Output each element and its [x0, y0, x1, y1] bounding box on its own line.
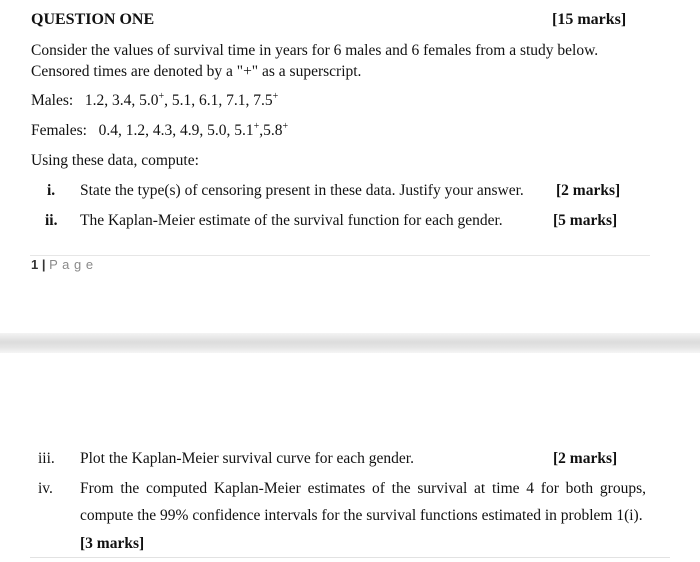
value: 6.1, — [198, 92, 223, 109]
item-number: iii. — [38, 450, 55, 467]
footer-divider — [30, 255, 650, 256]
item-text: State the type(s) of censoring present in these data. Justify your answer. — [80, 182, 524, 199]
page-word: P a g e — [49, 257, 94, 272]
intro-line-2: Censored times are denoted by a "+" as a superscript. — [31, 63, 362, 80]
value: 3.4, — [111, 92, 136, 109]
females-label: Females: — [31, 122, 87, 139]
item-number: ii. — [45, 212, 58, 229]
page-separator: | — [41, 257, 46, 272]
item-number: i. — [47, 182, 56, 199]
question-marks: [15 marks] — [552, 11, 627, 28]
censor-mark: + — [253, 121, 260, 132]
item-number: iv. — [38, 480, 53, 497]
value: 5.0, — [207, 122, 231, 139]
value: 5.1, — [171, 92, 196, 109]
value: 5.1 — [234, 122, 254, 139]
item-text-line-1: From the computed Kaplan-Meier estimates of the survival at time 4 for both groups, — [80, 480, 646, 497]
value: 1.2, — [84, 92, 109, 109]
item-marks: [3 marks] — [80, 535, 145, 552]
item-text: The Kaplan-Meier estimate of the survival function for each gender. — [80, 212, 503, 229]
value: 5.8 — [263, 122, 283, 139]
censor-mark: + — [158, 91, 165, 102]
bottom-divider — [30, 557, 670, 558]
value: 7.5 — [253, 92, 273, 109]
censor-mark: + — [272, 91, 279, 102]
page-number: 1 — [31, 257, 39, 272]
males-row — [31, 92, 278, 110]
value: 7.1, — [226, 92, 250, 109]
value: 1.2, — [125, 122, 149, 139]
intro-line-1: Consider the values of survival time in years for 6 males and 6 females from a study below. — [31, 42, 599, 59]
using-text: Using these data, compute: — [31, 152, 199, 169]
males-label: Males: — [31, 92, 74, 109]
comma: , — [164, 92, 168, 109]
item-text-line-2: compute the 99% confidence intervals for the survival functions estimated in problem 1(i). — [80, 507, 643, 524]
females-row — [31, 122, 288, 140]
value: 0.4, — [98, 122, 122, 139]
item-text: Plot the Kaplan-Meier survival curve for each gender. — [80, 450, 414, 467]
censor-mark: + — [282, 121, 289, 132]
page-break — [0, 333, 700, 353]
value: 5.0 — [139, 92, 159, 109]
question-title: QUESTION ONE — [31, 11, 155, 28]
item-marks: [2 marks] — [556, 182, 621, 199]
item-marks: [5 marks] — [553, 212, 618, 229]
item-marks: [2 marks] — [553, 450, 618, 467]
page-footer — [31, 257, 94, 272]
value: 4.3, — [152, 122, 177, 139]
comma: , — [259, 122, 264, 139]
value: 4.9, — [179, 122, 204, 139]
